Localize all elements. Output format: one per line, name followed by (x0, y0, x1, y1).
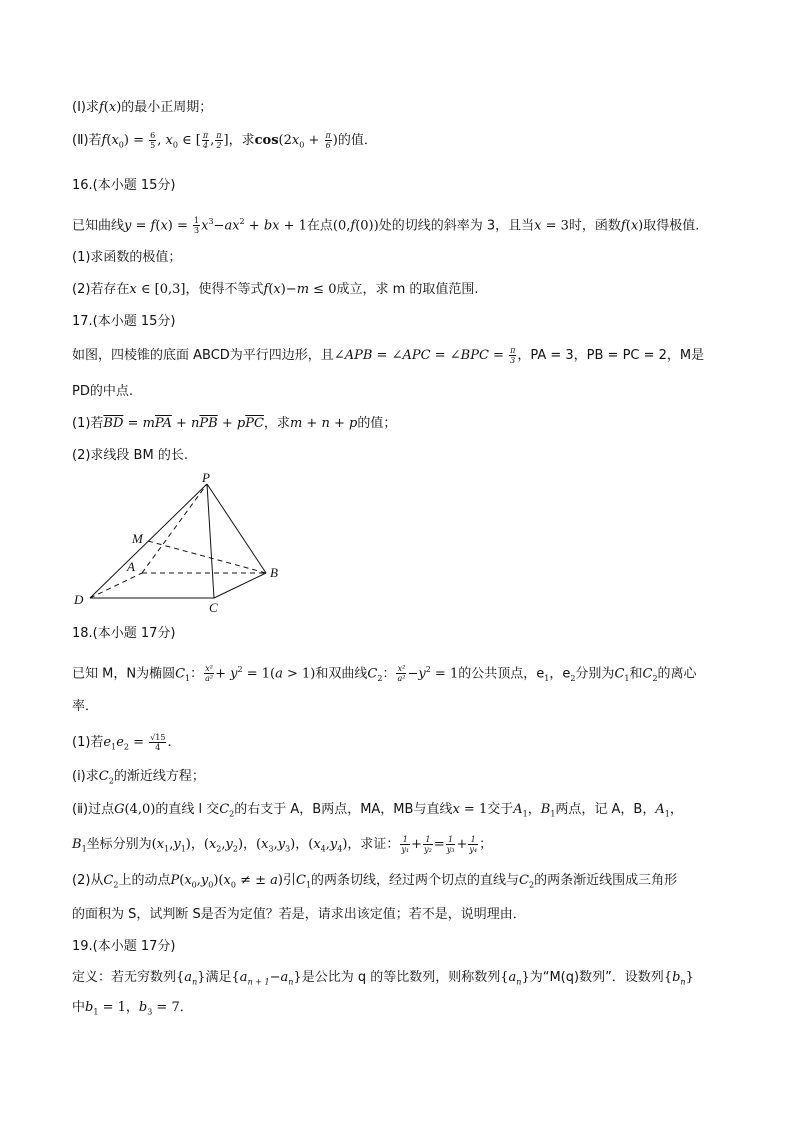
pyramid-diagram (72, 470, 292, 618)
label-a: A (127, 559, 135, 574)
question-18-heading: 18.(本小题 17分) (72, 626, 176, 641)
label-p: P (202, 470, 210, 485)
edge-da (90, 573, 142, 598)
label-d: D (74, 592, 84, 607)
edge-pc (207, 484, 214, 598)
question-16-part-1: (1)求函数的极值； (72, 250, 182, 265)
edge-pb (207, 484, 266, 573)
edge-pa (142, 484, 207, 573)
question-17-stem-2: PD的中点. (72, 384, 133, 399)
question-18-stem: 已知 M，N为椭圆$C_1$： $\frac{\text{x²}}{\text{a²}}$ + $y^2 = 1(a > 1)$和双曲线$C_2$： $\frac{\text{x²}}{\text{a²}}$ $-y^2 = 1$的公共顶点，$e_1$，$e_2$分别为$C_1$和$C_2$的离心 (72, 664, 697, 684)
label-c: C (209, 600, 218, 615)
question-18-part-1-ii-2: $B_1$坐标分别为$(x_1,y_1)$，$(x_2,y_2)$，$(x_3,y_3)$，$(x_4,y_4)$，求证： $\frac{1}{\text{y₁}}$ + $\frac{1}{\text{y₂}}$ = $\frac{1}{\text{y₃}}$ + $\frac{1}{\text{y₄}}$ ； (72, 835, 493, 854)
question-18-part-2-cont: 的面积为 S，试判断 S是否为定值？若是，请求出该定值；若不是，说明理由． (72, 907, 526, 922)
question-18-part-1-i: (ⅰ)求$C_2$的渐近线方程； (72, 769, 205, 786)
question-18-part-1-ii: (ⅱ)过点G(4,0)的直线 l 交$C_2$的右支于 A，B两点，MA，MB与直线x = 1交于$A_1$，$B_1$两点，记 A，B，$A_1$， (72, 802, 683, 819)
question-16-stem: 已知曲线y = f(x) = $\frac{1}{3}$ $x^3-ax^2$ + bx + 1在点(0,f(0))处的切线的斜率为 3，且当x = 3时，函数f(x)取得极值. (72, 216, 700, 236)
question-17-part-2: (2)求线段 BM 的长. (72, 448, 188, 463)
question-19-heading: 19.(本小题 17分) (72, 939, 176, 954)
question-19-stem-2: 中$b_1 = 1$，$b_3 = 7$． (72, 1000, 193, 1017)
question-17-heading: 17.(本小题 15分) (72, 314, 176, 329)
question-18-part-2: (2)从$C_2$上的动点$P(x_0,y_0)(x_0$ ≠ ± a)引$C_1$的两条切线，经过两个切点的直线与$C_2$的两条渐近线围成三角形 (72, 873, 678, 890)
question-19-stem: 定义：若无穷数列$\{a_n\}$满足$\{a_{n + 1}-a_n\}$是公比为 q 的等比数列，则称数列$\{a_n\}$为“M(q)数列”．设数列$\{b_n\}$ (72, 970, 694, 987)
question-18-part-1: (1)若$e_1e_2$ = $\frac{√15}{4}$ . (72, 733, 172, 752)
question-17-part-1: (1)若$\overline{BD} = m\overline{PA} + n\overline{PB} + p\overline{PC}$，求m + n + p的值； (72, 416, 397, 431)
label-m: M (132, 531, 143, 546)
question-16-part-2: (2)若存在x ∈ [0,3]，使得不等式f(x)−m ≤ 0成立，求 m 的取值范围. (72, 282, 479, 297)
question-17-stem: 如图，四棱锥的底面 ABCD为平行四边形，且∠APB = ∠APC = ∠BPC = $\frac{\pi}{3}$ ，PA = 3，PB = PC = 2，M是 (72, 346, 705, 365)
question-15-part-1: (Ⅰ)求f(x)的最小正周期； (72, 100, 213, 115)
question-16-heading: 16.(本小题 15分) (72, 178, 176, 193)
label-b: B (270, 565, 278, 580)
question-18-stem-2: 率． (72, 699, 99, 714)
edge-cb (214, 573, 266, 598)
question-15-part-2: (Ⅱ)若$f(x_0)$ = $\frac{6}{5}$ , $x_0$ ∈ [ $\frac{\pi}{4}$ , $\frac{\pi}{2}$ ]，求$\cos(2x_0$ + $\frac{\pi}{6}$ )的值． (72, 131, 377, 150)
